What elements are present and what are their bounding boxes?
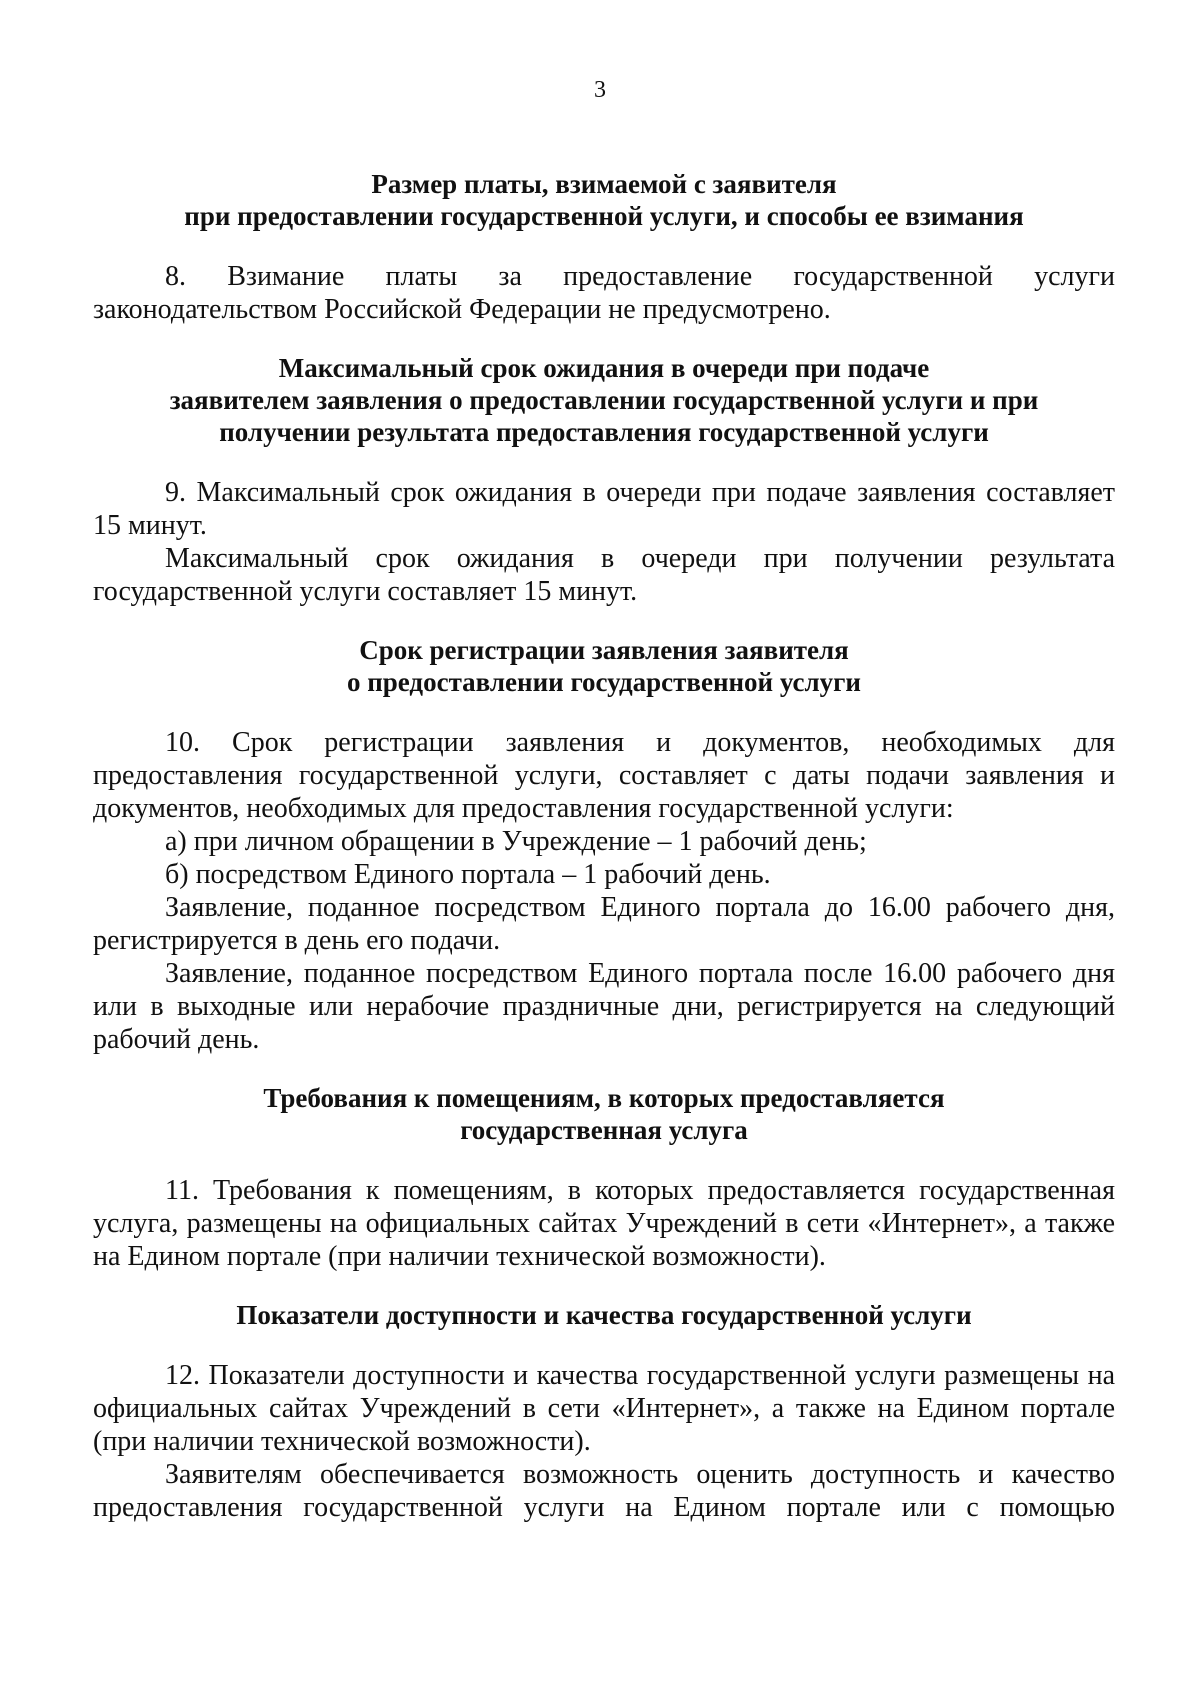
paragraph: 11. Требования к помещениям, в которых предоставляется государственная услуга, размещены на официальных сайтах Учреждений в сети «Интернет», а также на Едином портале (при наличии технической возможности). <box>93 1175 1115 1272</box>
section-queue-time <box>93 352 1115 608</box>
section-heading-line: Показатели доступности и качества государственной услуги <box>236 1300 972 1330</box>
section-heading-line: государственная услуга <box>460 1115 748 1145</box>
section-payment <box>93 168 1115 326</box>
section-heading-line: Срок регистрации заявления заявителя <box>359 635 849 665</box>
paragraph: Заявление, поданное посредством Единого портала до 16.00 рабочего дня, регистрируется в день его подачи. <box>93 892 1115 956</box>
section-heading-line: при предоставлении государственной услуги, и способы ее взимания <box>184 201 1024 231</box>
section-heading-line: получении результата предоставления государственной услуги <box>219 417 989 447</box>
paragraph: 12. Показатели доступности и качества государственной услуги размещены на официальных сайтах Учреждений в сети «Интернет», а также на Едином портале (при наличии технической возможности). <box>93 1360 1115 1457</box>
section-heading-line: Требования к помещениям, в которых предоставляется <box>263 1083 945 1113</box>
paragraph: Максимальный срок ожидания в очереди при получении результата государственной услуги составляет 15 минут. <box>93 543 1115 607</box>
list-item: а) при личном обращении в Учреждение – 1 рабочий день; <box>165 826 867 857</box>
section-accessibility <box>93 1299 1115 1524</box>
section-heading-line: Размер платы, взимаемой с заявителя <box>371 169 837 199</box>
section-premises <box>93 1082 1115 1273</box>
page-number: 3 <box>594 77 606 103</box>
paragraph: 10. Срок регистрации заявления и документов, необходимых для предоставления государственной услуги, составляет с даты подачи заявления и документов, необходимых для предоставления государственной услуги: <box>93 727 1115 824</box>
paragraph: 9. Максимальный срок ожидания в очереди при подаче заявления составляет 15 минут. <box>93 477 1115 541</box>
section-heading-line: о предоставлении государственной услуги <box>346 667 861 697</box>
document-body <box>93 168 1115 1524</box>
section-registration <box>93 634 1115 1056</box>
section-heading-line: заявителем заявления о предоставлении государственной услуги и при <box>169 385 1039 415</box>
paragraph: 8. Взимание платы за предоставление государственной услуги законодательством Российской Федерации не предусмотрено. <box>93 261 1115 325</box>
list-item: б) посредством Единого портала – 1 рабочий день. <box>165 859 771 890</box>
paragraph: Заявление, поданное посредством Единого портала после 16.00 рабочего дня или в выходные или нерабочие праздничные дни, регистрируется на следующий рабочий день. <box>93 958 1115 1055</box>
section-heading-line: Максимальный срок ожидания в очереди при подаче <box>278 353 930 383</box>
paragraph: Заявителям обеспечивается возможность оценить доступность и качество предоставления государственной услуги на Едином портале или с помощью <box>93 1459 1115 1523</box>
